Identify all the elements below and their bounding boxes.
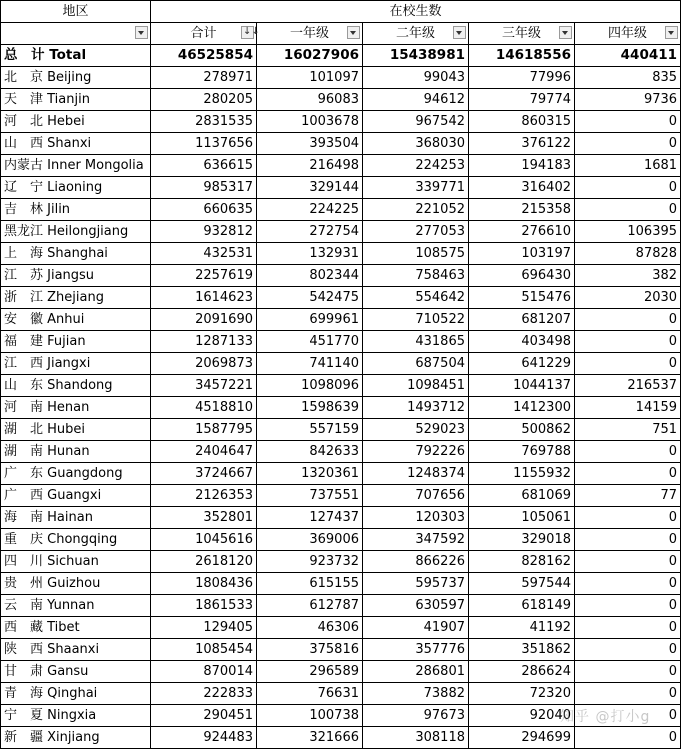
table-cell: 0 [575,529,681,551]
table-cell: 105061 [469,507,575,529]
table-cell: 696430 [469,265,575,287]
table-cell: 1287133 [151,331,257,353]
col-header-grade4 [575,23,681,45]
table-cell: 842633 [257,441,363,463]
table-cell: 41907 [363,617,469,639]
table-cell: 1098096 [257,375,363,397]
region-label: 福 建 Fujian [1,331,151,353]
table-cell: 393504 [257,133,363,155]
region-label: 西 藏 Tibet [1,617,151,639]
table-row [1,155,681,177]
total-cell: 440411 [575,45,681,67]
table-cell: 403498 [469,331,575,353]
table-cell: 612787 [257,595,363,617]
table-cell: 835 [575,67,681,89]
table-row [1,463,681,485]
table-cell: 741140 [257,353,363,375]
table-cell: 87828 [575,243,681,265]
table-cell: 641229 [469,353,575,375]
region-filter-cell [1,23,151,45]
table-cell: 792226 [363,441,469,463]
table-cell: 0 [575,331,681,353]
table-row [1,309,681,331]
table-cell: 2404647 [151,441,257,463]
table-row [1,617,681,639]
table-cell: 636615 [151,155,257,177]
table-cell: 1098451 [363,375,469,397]
table-cell: 660635 [151,199,257,221]
table-cell: 1137656 [151,133,257,155]
table-row [1,243,681,265]
region-label: 上 海 Shanghai [1,243,151,265]
table-cell: 76631 [257,683,363,705]
table-cell: 932812 [151,221,257,243]
table-cell: 0 [575,573,681,595]
table-cell: 431865 [363,331,469,353]
col-header-label: 三年级 [501,26,541,41]
table-cell: 278971 [151,67,257,89]
enrollment-group-header: 在校生数 [151,1,681,23]
table-cell: 542475 [257,287,363,309]
table-cell: 120303 [363,507,469,529]
table-cell: 707656 [363,485,469,507]
table-cell: 681207 [469,309,575,331]
region-label: 河 北 Hebei [1,111,151,133]
table-cell: 2030 [575,287,681,309]
table-cell: 1598639 [257,397,363,419]
region-label: 重 庆 Chongqing [1,529,151,551]
table-row [1,639,681,661]
table-cell: 329144 [257,177,363,199]
table-cell: 108575 [363,243,469,265]
watermark-text: 知乎 @打小g [560,709,651,725]
table-cell: 277053 [363,221,469,243]
table-row [1,331,681,353]
table-cell: 106395 [575,221,681,243]
region-label: 内蒙古 Inner Mongolia [1,155,151,177]
table-cell: 0 [575,727,681,749]
table-row [1,265,681,287]
table-cell: 224225 [257,199,363,221]
region-label: 海 南 Hainan [1,507,151,529]
region-label: 北 京 Beijing [1,67,151,89]
table-row [1,375,681,397]
region-label: 山 东 Shandong [1,375,151,397]
region-label: 甘 肃 Gansu [1,661,151,683]
table-cell: 308118 [363,727,469,749]
table-cell: 216537 [575,375,681,397]
region-header: 地区 [1,1,151,23]
table-cell: 758463 [363,265,469,287]
table-cell: 96083 [257,89,363,111]
col-header-label: 一年级 [289,26,329,41]
table-cell: 451770 [257,331,363,353]
table-cell: 1587795 [151,419,257,441]
filter-dropdown-icon[interactable] [665,26,678,39]
table-cell: 0 [575,507,681,529]
table-cell: 1681 [575,155,681,177]
table-cell: 369006 [257,529,363,551]
table-cell: 347592 [363,529,469,551]
total-cell: 46525854 [151,45,257,67]
col-header-grade2 [363,23,469,45]
table-cell: 0 [575,199,681,221]
table-cell: 2831535 [151,111,257,133]
table-cell: 866226 [363,551,469,573]
table-cell: 290451 [151,705,257,727]
region-label: 山 西 Shanxi [1,133,151,155]
table-cell: 2069873 [151,353,257,375]
table-cell: 1044137 [469,375,575,397]
table-cell: 132931 [257,243,363,265]
table-cell: 595737 [363,573,469,595]
table-row [1,661,681,683]
table-cell: 0 [575,661,681,683]
table-row [1,199,681,221]
table-cell: 0 [575,111,681,133]
table-cell: 129405 [151,617,257,639]
filter-dropdown-icon[interactable] [559,26,572,39]
table-cell: 1248374 [363,463,469,485]
table-cell: 224253 [363,155,469,177]
table-cell: 557159 [257,419,363,441]
table-row [1,133,681,155]
table-cell: 2126353 [151,485,257,507]
col-header-total [151,23,260,45]
region-label: 河 南 Henan [1,397,151,419]
table-cell: 294699 [469,727,575,749]
table-cell: 73882 [363,683,469,705]
table-cell: 2257619 [151,265,257,287]
region-label: 广 东 Guangdong [1,463,151,485]
table-cell: 276610 [469,221,575,243]
table-cell: 2618120 [151,551,257,573]
table-cell: 99043 [363,67,469,89]
header-row-1 [1,1,681,23]
table-cell: 127437 [257,507,363,529]
col-header-label: 二年级 [395,26,435,41]
table-cell: 329018 [469,529,575,551]
table-cell: 681069 [469,485,575,507]
total-row [1,45,681,67]
region-label: 贵 州 Guizhou [1,573,151,595]
col-header-label: 四年级 [608,26,648,41]
region-label: 青 海 Qinghai [1,683,151,705]
table-cell: 77996 [469,67,575,89]
table-row [1,397,681,419]
table-cell: 615155 [257,573,363,595]
table-cell: 985317 [151,177,257,199]
table-row [1,111,681,133]
region-label: 云 南 Yunnan [1,595,151,617]
table-cell: 0 [575,551,681,573]
table-cell: 554642 [363,287,469,309]
table-cell: 41192 [469,617,575,639]
table-row [1,705,681,727]
table-row [1,441,681,463]
table-cell: 77 [575,485,681,507]
total-cell: 15438981 [363,45,469,67]
table-cell: 1003678 [257,111,363,133]
table-cell: 737551 [257,485,363,507]
table-cell: 1155932 [469,463,575,485]
table-cell: 97673 [363,705,469,727]
table-cell: 0 [575,441,681,463]
table-cell: 710522 [363,309,469,331]
table-cell: 94612 [363,89,469,111]
region-label: 天 津 Tianjin [1,89,151,111]
table-cell: 46306 [257,617,363,639]
table-cell: 280205 [151,89,257,111]
table-cell: 618149 [469,595,575,617]
table-cell: 194183 [469,155,575,177]
table-cell: 351862 [469,639,575,661]
table-cell: 924483 [151,727,257,749]
region-label: 江 西 Jiangxi [1,353,151,375]
table-cell: 751 [575,419,681,441]
region-label: 江 苏 Jiangsu [1,265,151,287]
table-cell: 967542 [363,111,469,133]
table-cell: 0 [575,617,681,639]
table-cell: 529023 [363,419,469,441]
table-cell: 923732 [257,551,363,573]
table-cell: 368030 [363,133,469,155]
region-label: 四 川 Sichuan [1,551,151,573]
table-cell: 802344 [257,265,363,287]
table-cell: 72320 [469,683,575,705]
table-cell: 1045616 [151,529,257,551]
table-cell: 3724667 [151,463,257,485]
table-cell: 0 [575,353,681,375]
table-row [1,287,681,309]
table-cell: 14159 [575,397,681,419]
table-cell: 432531 [151,243,257,265]
table-cell: 222833 [151,683,257,705]
table-cell: 92040 [469,705,575,727]
table-cell: 0 [575,595,681,617]
region-label: 湖 北 Hubei [1,419,151,441]
table-row [1,353,681,375]
region-label: 黑龙江 Heilongjiang [1,221,151,243]
table-cell: 630597 [363,595,469,617]
table-cell: 0 [575,463,681,485]
table-cell: 272754 [257,221,363,243]
region-label: 宁 夏 Ningxia [1,705,151,727]
table-cell: 357776 [363,639,469,661]
region-label: 湖 南 Hunan [1,441,151,463]
table-cell: 828162 [469,551,575,573]
table-cell: 286801 [363,661,469,683]
table-cell: 321666 [257,727,363,749]
table-cell: 0 [575,309,681,331]
table-cell: 870014 [151,661,257,683]
table-cell: 221052 [363,199,469,221]
filter-dropdown-icon[interactable] [453,26,466,39]
table-cell: 79774 [469,89,575,111]
filter-dropdown-icon[interactable] [135,26,148,39]
table-cell: 4518810 [151,397,257,419]
table-cell: 352801 [151,507,257,529]
region-label: 吉 林 Jilin [1,199,151,221]
col-header-label: 合计 [190,26,217,41]
filter-dropdown-icon[interactable] [347,26,360,39]
table-cell: 2091690 [151,309,257,331]
table-row [1,419,681,441]
table-cell: 339771 [363,177,469,199]
region-label: 浙 江 Zhejiang [1,287,151,309]
col-header-grade1 [257,23,363,45]
header-row-2 [1,23,681,45]
table-cell: 215358 [469,199,575,221]
region-label: 安 徽 Anhui [1,309,151,331]
table-row [1,573,681,595]
table-row [1,507,681,529]
table-cell: 500862 [469,419,575,441]
table-row [1,727,681,749]
table-row [1,67,681,89]
table-cell: 1614623 [151,287,257,309]
table-row [1,485,681,507]
table-cell: 9736 [575,89,681,111]
region-label: 新 疆 Xinjiang [1,727,151,749]
table-cell: 1808436 [151,573,257,595]
table-cell: 382 [575,265,681,287]
table-cell: 1861533 [151,595,257,617]
table-cell: 375816 [257,639,363,661]
table-cell: 0 [575,705,681,727]
total-cell: 16027906 [257,45,363,67]
table-cell: 699961 [257,309,363,331]
table-cell: 0 [575,639,681,661]
table-cell: 3457221 [151,375,257,397]
table-cell: 769788 [469,441,575,463]
table-cell: 515476 [469,287,575,309]
sort-descending-icon[interactable]: ↓↓ [243,26,260,37]
table-row [1,529,681,551]
table-cell: 100738 [257,705,363,727]
total-label: 总 计 Total [1,45,151,67]
table-cell: 0 [575,177,681,199]
table-cell: 216498 [257,155,363,177]
table-row [1,177,681,199]
col-header-grade3 [469,23,575,45]
table-cell: 1493712 [363,397,469,419]
table-cell: 0 [575,683,681,705]
table-row [1,221,681,243]
table-row [1,551,681,573]
table-row [1,683,681,705]
table-cell: 1412300 [469,397,575,419]
total-cell: 14618556 [469,45,575,67]
table-cell: 860315 [469,111,575,133]
table-cell: 316402 [469,177,575,199]
table-cell: 296589 [257,661,363,683]
region-label: 辽 宁 Liaoning [1,177,151,199]
table-cell: 597544 [469,573,575,595]
table-cell: 101097 [257,67,363,89]
table-cell: 103197 [469,243,575,265]
table-cell: 1085454 [151,639,257,661]
region-label: 广 西 Guangxi [1,485,151,507]
table-cell: 0 [575,133,681,155]
table-cell: 286624 [469,661,575,683]
table-row [1,89,681,111]
table-cell: 376122 [469,133,575,155]
table-row [1,595,681,617]
region-label: 陕 西 Shaanxi [1,639,151,661]
table-cell: 1320361 [257,463,363,485]
table-cell: 687504 [363,353,469,375]
